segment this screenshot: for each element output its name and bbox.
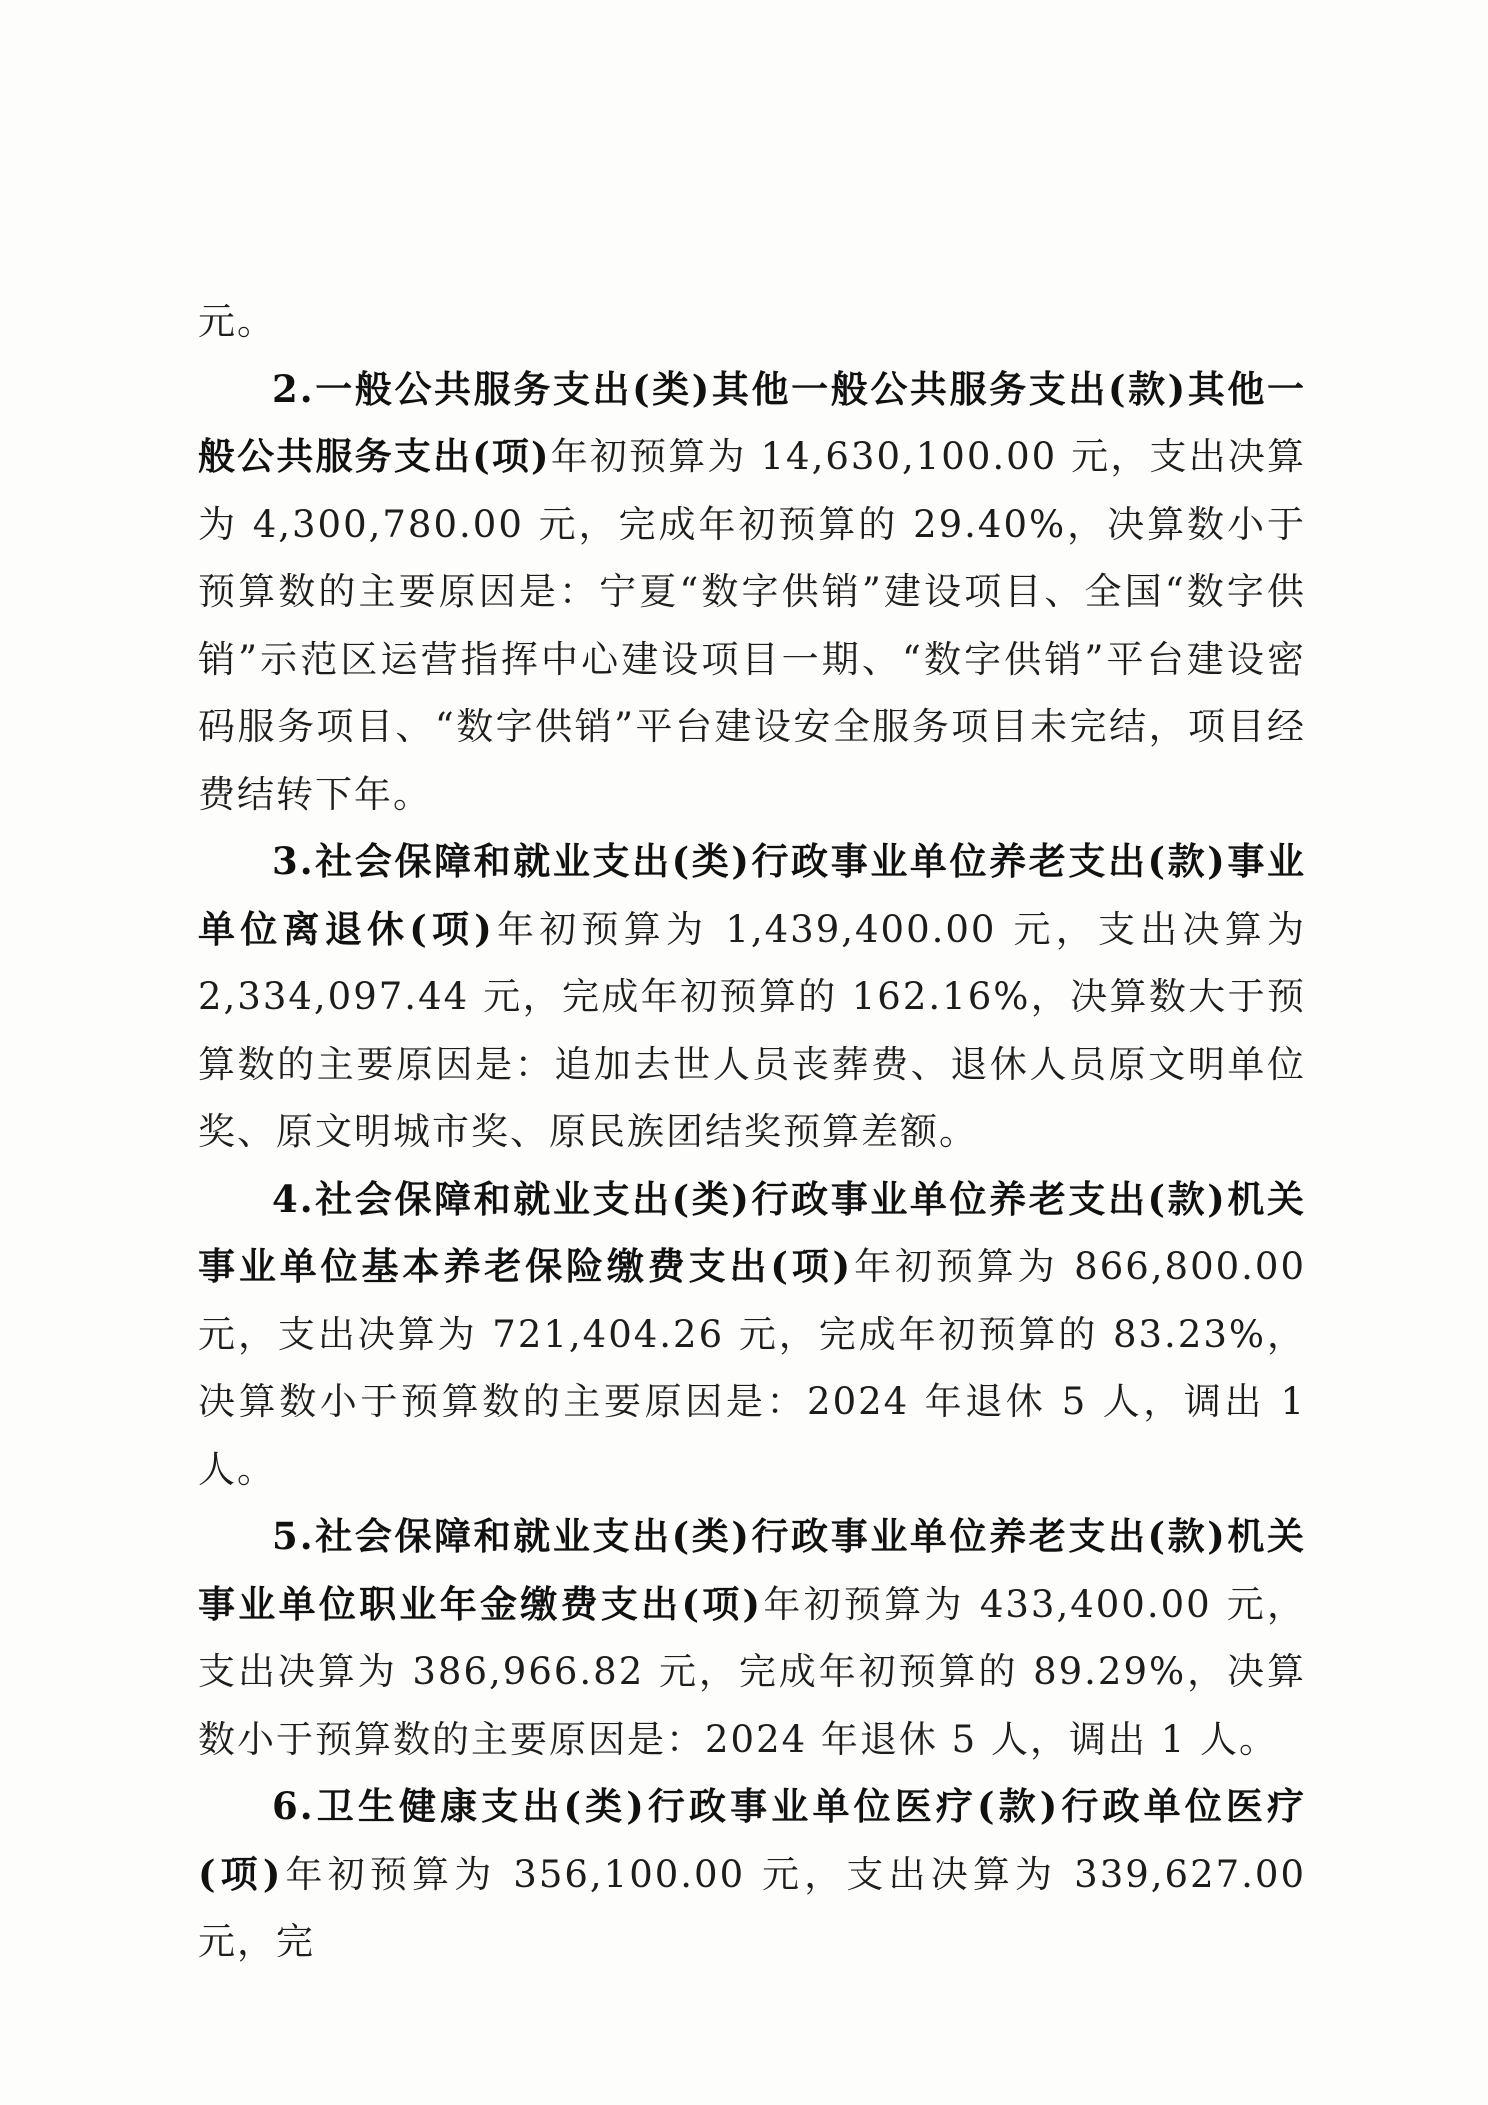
item-5-body: 年初预算为 433,400.00 元，支出决算为 386,966.82 元，完成年初预算的 89.29%，决算数小于预算数的主要原因是：2024 年退休 5 人，调出 1 人。	[198, 1582, 1307, 1761]
document-body	[198, 288, 1306, 1976]
item-6-body: 年初预算为 356,100.00 元，支出决算为 339,627.00 元，完	[198, 1852, 1307, 1963]
item-4-heading: 4.社会保障和就业支出(类)行政事业单位养老支出(款)机关事业单位基本养老保险缴费支出(项)	[198, 1176, 1306, 1288]
item-6-heading: 6.卫生健康支出(类)行政事业单位医疗(款)行政单位医疗(项)	[198, 1784, 1306, 1896]
paragraph-item-4	[198, 1166, 1306, 1504]
item-3-heading: 3.社会保障和就业支出(类)行政事业单位养老支出(款)事业单位离退休(项)	[198, 839, 1306, 951]
item-2-heading: 2.一般公共服务支出(类)其他一般公共服务支出(款)其他一般公共服务支出(项)	[198, 366, 1306, 478]
item-3-body: 年初预算为 1,439,400.00 元，支出决算为 2,334,097.44 元，完成年初预算的 162.16%，决算数大于预算数的主要原因是：追加去世人员丧葬费、退休人员原文明单位奖、原文明城市奖、原民族团结奖预算差额。	[198, 907, 1307, 1153]
paragraph-continuation	[198, 288, 1306, 356]
paragraph-item-6	[198, 1773, 1306, 1976]
item-4-body: 年初预算为 866,800.00 元，支出决算为 721,404.26 元，完成年初预算的 83.23%，决算数小于预算数的主要原因是：2024 年退休 5 人，调出 1 人。	[198, 1245, 1306, 1491]
paragraph-text: 元。	[198, 300, 276, 343]
item-5-heading: 5.社会保障和就业支出(类)行政事业单位养老支出(款)机关事业单位职业年金缴费支出(项)	[198, 1514, 1306, 1626]
paragraph-item-2	[198, 356, 1306, 829]
paragraph-item-5	[198, 1503, 1306, 1773]
paragraph-item-3	[198, 828, 1306, 1166]
item-2-body: 年初预算为 14,630,100.00 元，支出决算为 4,300,780.00 元，完成年初预算的 29.40%，决算数小于预算数的主要原因是：宁夏“数字供销”建设项目、全国“数字供销”示范区运营指挥中心建设项目一期、“数字供销”平台建设密码服务项目、“数字供销”平台建设安全服务项目未完结，项目经费结转下年。	[198, 435, 1306, 816]
